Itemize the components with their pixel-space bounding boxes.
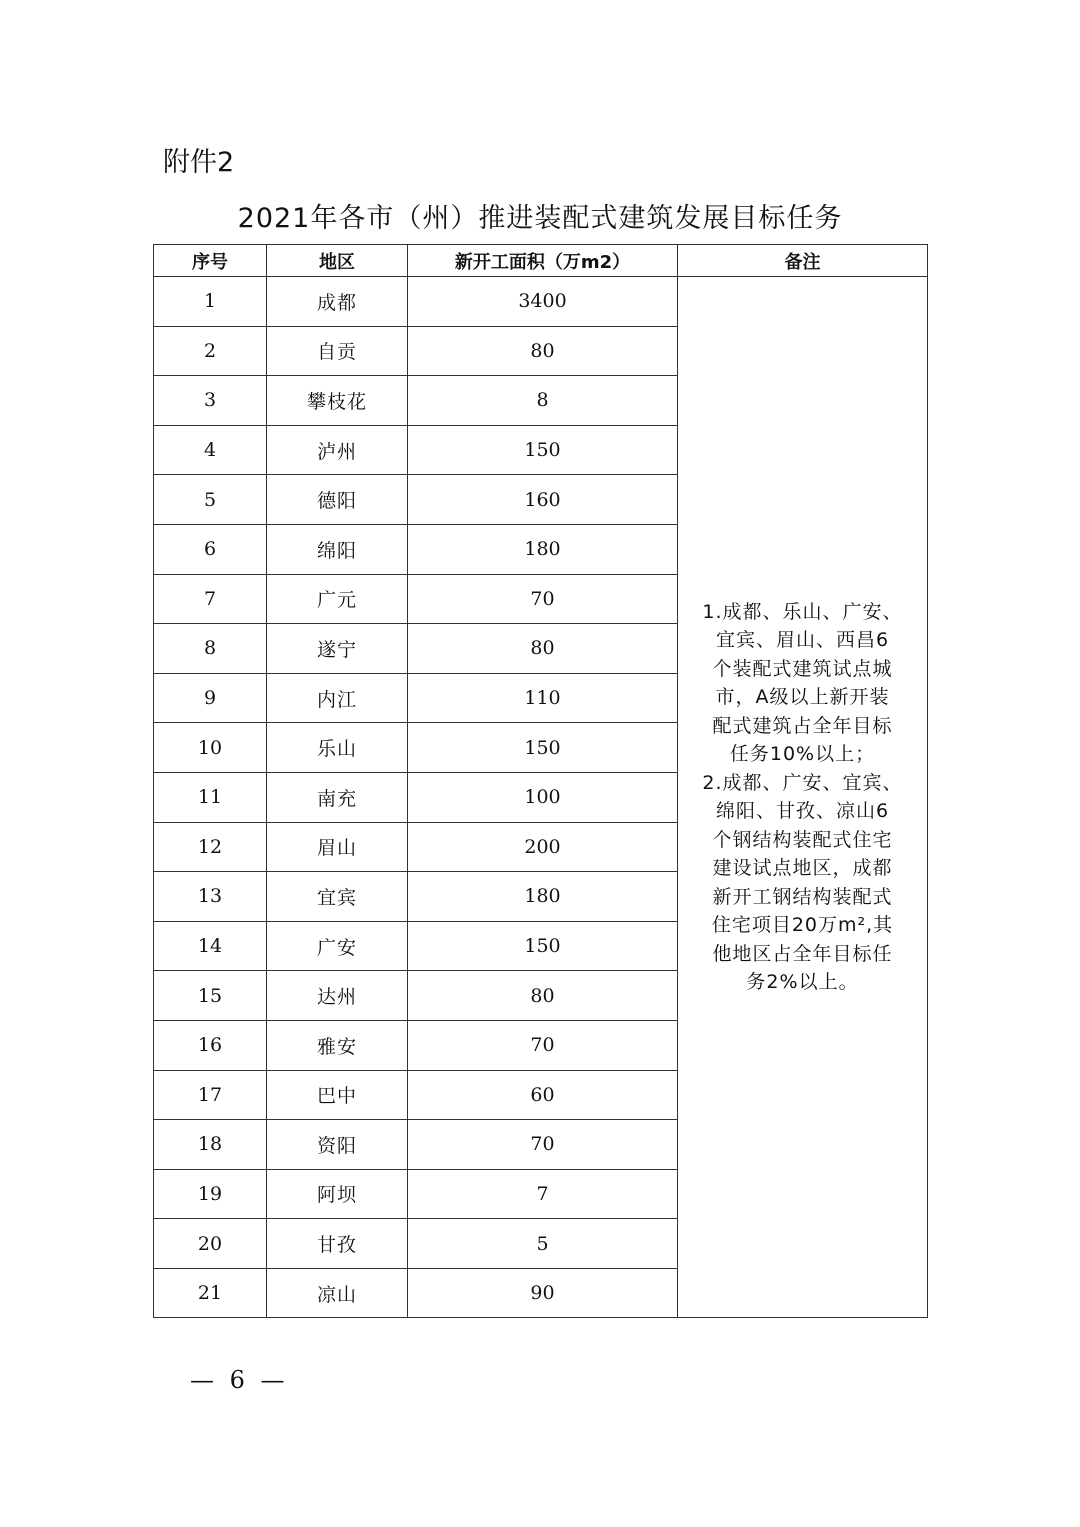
row-region: 眉山 xyxy=(267,822,408,872)
row-region: 南充 xyxy=(267,772,408,822)
header-region: 地区 xyxy=(267,245,408,277)
row-area: 150 xyxy=(408,425,678,475)
row-area: 180 xyxy=(408,872,678,922)
row-number: 18 xyxy=(154,1120,267,1170)
row-number: 15 xyxy=(154,971,267,1021)
row-area: 80 xyxy=(408,971,678,1021)
row-area: 3400 xyxy=(408,277,678,327)
page-number: — 6 — xyxy=(190,1366,285,1394)
row-number: 10 xyxy=(154,723,267,773)
row-region: 乐山 xyxy=(267,723,408,773)
row-region: 攀枝花 xyxy=(267,376,408,426)
row-region: 遂宁 xyxy=(267,624,408,674)
row-area: 70 xyxy=(408,574,678,624)
row-region: 自贡 xyxy=(267,326,408,376)
row-region: 德阳 xyxy=(267,475,408,525)
row-region: 广安 xyxy=(267,921,408,971)
row-number: 1 xyxy=(154,277,267,327)
row-region: 资阳 xyxy=(267,1120,408,1170)
row-number: 6 xyxy=(154,524,267,574)
row-number: 20 xyxy=(154,1219,267,1269)
row-area: 60 xyxy=(408,1070,678,1120)
row-area: 110 xyxy=(408,673,678,723)
row-area: 160 xyxy=(408,475,678,525)
header-area: 新开工面积（万m2） xyxy=(408,245,678,277)
row-area: 80 xyxy=(408,624,678,674)
row-region: 雅安 xyxy=(267,1020,408,1070)
row-number: 16 xyxy=(154,1020,267,1070)
row-number: 8 xyxy=(154,624,267,674)
table-header-row xyxy=(154,245,928,277)
row-number: 3 xyxy=(154,376,267,426)
row-number: 21 xyxy=(154,1268,267,1318)
row-number: 13 xyxy=(154,872,267,922)
row-area: 7 xyxy=(408,1169,678,1219)
row-area: 70 xyxy=(408,1020,678,1070)
row-number: 12 xyxy=(154,822,267,872)
row-region: 绵阳 xyxy=(267,524,408,574)
row-number: 17 xyxy=(154,1070,267,1120)
row-region: 泸州 xyxy=(267,425,408,475)
row-area: 8 xyxy=(408,376,678,426)
row-region: 成都 xyxy=(267,277,408,327)
row-number: 7 xyxy=(154,574,267,624)
row-area: 180 xyxy=(408,524,678,574)
row-area: 80 xyxy=(408,326,678,376)
row-number: 2 xyxy=(154,326,267,376)
row-region: 凉山 xyxy=(267,1268,408,1318)
row-region: 宜宾 xyxy=(267,872,408,922)
row-region: 巴中 xyxy=(267,1070,408,1120)
attachment-label: 附件2 xyxy=(163,147,235,178)
row-region: 甘孜 xyxy=(267,1219,408,1269)
row-region: 内江 xyxy=(267,673,408,723)
row-number: 14 xyxy=(154,921,267,971)
row-area: 5 xyxy=(408,1219,678,1269)
row-number: 19 xyxy=(154,1169,267,1219)
row-region: 阿坝 xyxy=(267,1169,408,1219)
row-number: 5 xyxy=(154,475,267,525)
header-no: 序号 xyxy=(154,245,267,277)
row-area: 100 xyxy=(408,772,678,822)
row-area: 90 xyxy=(408,1268,678,1318)
row-area: 150 xyxy=(408,921,678,971)
row-region: 广元 xyxy=(267,574,408,624)
row-region: 达州 xyxy=(267,971,408,1021)
table-row xyxy=(154,277,928,327)
header-remarks: 备注 xyxy=(678,245,928,277)
table-body xyxy=(154,277,928,1318)
row-number: 11 xyxy=(154,772,267,822)
row-number: 4 xyxy=(154,425,267,475)
target-table xyxy=(153,244,928,1318)
row-area: 150 xyxy=(408,723,678,773)
row-area: 70 xyxy=(408,1120,678,1170)
row-number: 9 xyxy=(154,673,267,723)
remarks-cell: 1.成都、乐山、广安、 宜宾、眉山、西昌6 个装配式建筑试点城 市，A级以上新开装 配式建筑占全年目标 任务10%以上； 2.成都、广安、宜宾、 绵阳、甘孜、凉山6 个钢结构装配式住宅 建设试点地区，成都 新开工钢结构装配式 住宅项目20万m²,其 他地区占全年目标任 务2%以上。 xyxy=(678,277,928,1318)
row-area: 200 xyxy=(408,822,678,872)
document-title: 2021年各市（州）推进装配式建筑发展目标任务 xyxy=(237,203,843,234)
